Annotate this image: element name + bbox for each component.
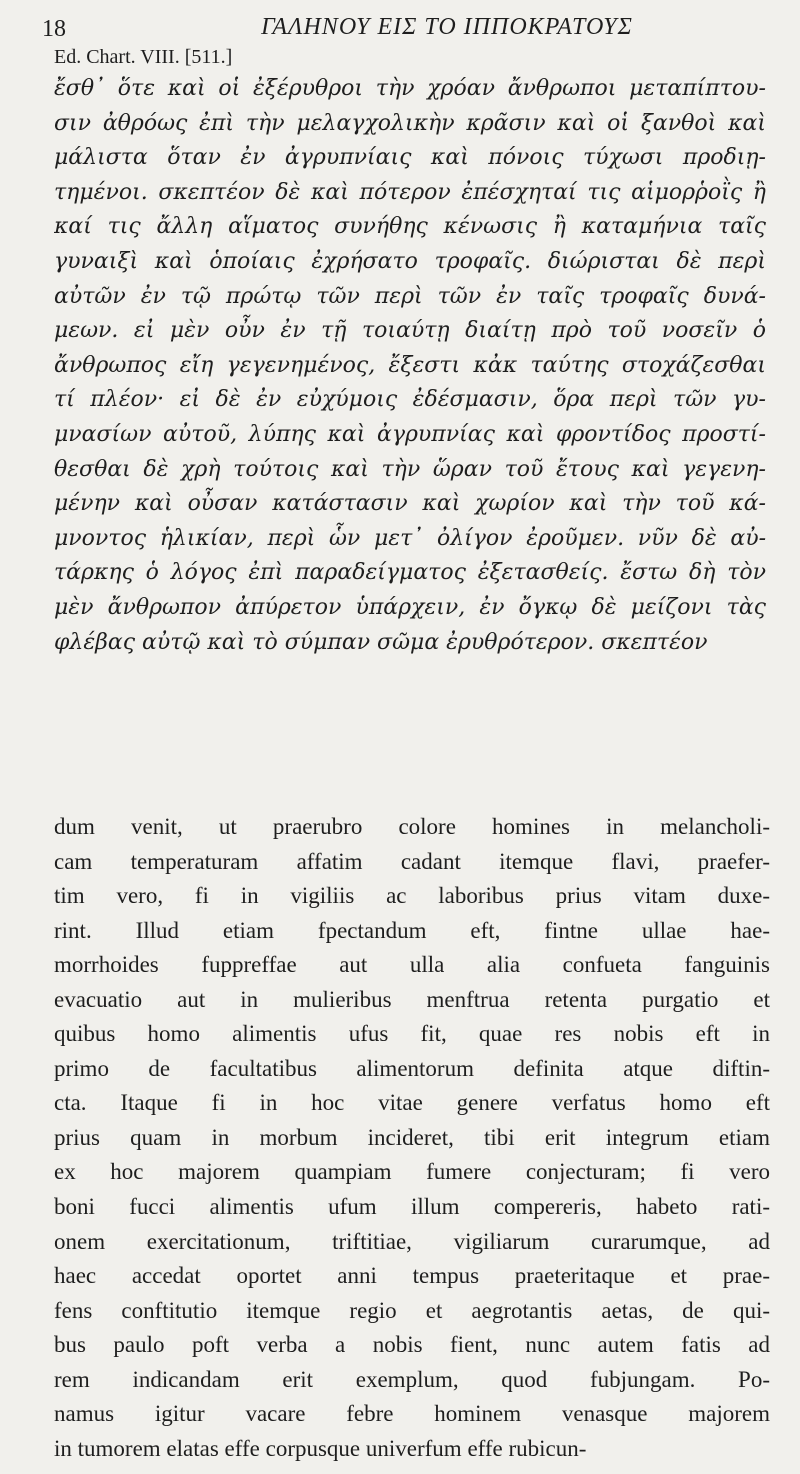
latin-text-line: rint. Illud etiam fpectandum eft, fintne ullae hae- bbox=[54, 917, 770, 943]
greek-text-block bbox=[54, 72, 766, 660]
greek-text-line: ἔσθ᾽ ὅτε καὶ οἱ ἐξέρυθροι τὴν χρόαν ἄνθρωποι μεταπίπτου- bbox=[54, 76, 766, 101]
greek-text-line: μὲν ἄνθρωπον ἀπύρετον ὑπάρχειν, ἐν ὄγκῳ δὲ μείζονι τὰς bbox=[54, 594, 766, 620]
latin-text-line: tim vero, fi in vigiliis ac laboribus prius vitam duxe- bbox=[54, 883, 770, 909]
greek-text-line: αὐτῶν ἐν τῷ πρώτῳ τῶν περὶ τῶν ἐν ταῖς τροφαῖς δυνά- bbox=[54, 283, 766, 309]
greek-text-line: τάρκης ὁ λόγος ἐπὶ παραδείγματος ἐξετασθείς. ἔστω δὴ τὸν bbox=[54, 560, 766, 586]
edition-reference: Ed. Chart. VIII. [511.] bbox=[54, 46, 233, 68]
latin-text-line: evacuatio aut in mulieribus menftrua retenta purgatio et bbox=[54, 986, 770, 1012]
latin-text-line: dum venit, ut praerubro colore homines in melancholi- bbox=[54, 814, 770, 839]
latin-text-line: in tumorem elatas effe corpusque univerfum effe rubicun- bbox=[54, 1435, 587, 1461]
page-number: 18 bbox=[42, 16, 66, 42]
greek-text-line: σιν ἀθρόως ἐπὶ τὴν μελαγχολικὴν κρᾶσιν καὶ οἱ ξανθοὶ καὶ bbox=[54, 110, 766, 136]
greek-text-line: φλέβας αὐτῷ καὶ τὸ σύμπαν σῶμα ἐρυθρότερον. σκεπτέον bbox=[54, 629, 708, 655]
greek-text-line: μνασίων αὐτοῦ, λύπης καὶ ἀγρυπνίας καὶ φροντίδος προστί- bbox=[54, 421, 766, 447]
latin-text-line: primo de facultatibus alimentorum definita atque diftin- bbox=[54, 1055, 770, 1081]
page-header bbox=[42, 8, 782, 44]
latin-text-line: prius quam in morbum incideret, tibi erit integrum etiam bbox=[54, 1124, 770, 1150]
running-head: ΓΑΛΗΝΟΥ ΕΙΣ ΤΟ ΙΠΠΟΚΡΑΤΟΥΣ bbox=[261, 14, 633, 40]
greek-text-line: μάλιστα ὅταν ἐν ἀγρυπνίαις καὶ πόνοις τύχωσι προδιῃ- bbox=[54, 145, 766, 171]
greek-text-line: μνοντος ἡλικίαν, περὶ ὧν μετ᾽ ὀλίγον ἐροῦμεν. νῦν δὲ αὐ- bbox=[54, 525, 766, 551]
latin-text-line: morrhoides fuppreffae aut ulla alia confueta fanguinis bbox=[54, 952, 770, 978]
greek-text-line: γυναιξὶ καὶ ὁποίαις ἐχρήσατο τροφαῖς. διώρισται δὲ περὶ bbox=[54, 248, 766, 274]
greek-text-line: θεσθαι δὲ χρὴ τούτοις καὶ τὴν ὥραν τοῦ ἔτους καὶ γεγενη- bbox=[54, 456, 766, 482]
latin-text-line: haec accedat oportet anni tempus praeteritaque et prae- bbox=[54, 1263, 770, 1289]
latin-text-line: ex hoc majorem quampiam fumere conjecturam; fi vero bbox=[54, 1159, 770, 1185]
latin-text-line: onem exercitationum, triftitiae, vigiliarum curarumque, ad bbox=[54, 1228, 770, 1254]
latin-text-line: cam temperaturam affatim cadant itemque flavi, praefer- bbox=[54, 848, 770, 874]
greek-text-line: ἄνθρωπος εἴη γεγενημένος, ἔξεστι κἀκ ταύτης στοχάζεσθαι bbox=[54, 352, 766, 378]
greek-text-line: μεων. εἰ μὲν οὖν ἐν τῇ τοιαύτῃ διαίτῃ πρὸ τοῦ νοσεῖν ὁ bbox=[54, 318, 766, 344]
latin-text-line: boni fucci alimentis ufum illum compereris, habeto rati- bbox=[54, 1194, 770, 1220]
greek-text-line: τημένοι. σκεπτέον δὲ καὶ πότερον ἐπέσχηταί τις αἱμορῥοῒς ἢ bbox=[54, 179, 766, 205]
latin-text-line: cta. Itaque fi in hoc vitae genere verfatus homo eft bbox=[54, 1090, 770, 1116]
greek-text-line: τί πλέον· εἰ δὲ ἐν εὐχύμοις ἐδέσμασιν, ὅρα περὶ τῶν γυ- bbox=[54, 387, 766, 413]
latin-text-line: namus igitur vacare febre hominem venasque majorem bbox=[54, 1401, 770, 1427]
greek-text-line: καί τις ἄλλη αἵματος συνήθης κένωσις ἢ καταμήνια ταῖς bbox=[54, 214, 766, 240]
latin-text-line: rem indicandam erit exemplum, quod fubjungam. Po- bbox=[54, 1366, 770, 1392]
latin-text-line: bus paulo poft verba a nobis fient, nunc autem fatis ad bbox=[54, 1332, 770, 1358]
greek-text-line: μένην καὶ οὖσαν κατάστασιν καὶ χωρίον καὶ τὴν τοῦ κά- bbox=[54, 491, 766, 517]
latin-text-line: quibus homo alimentis ufus fit, quae res nobis eft in bbox=[54, 1021, 770, 1047]
latin-text-line: fens conftitutio itemque regio et aegrotantis aetas, de qui- bbox=[54, 1297, 770, 1323]
latin-text-block bbox=[54, 810, 770, 1466]
